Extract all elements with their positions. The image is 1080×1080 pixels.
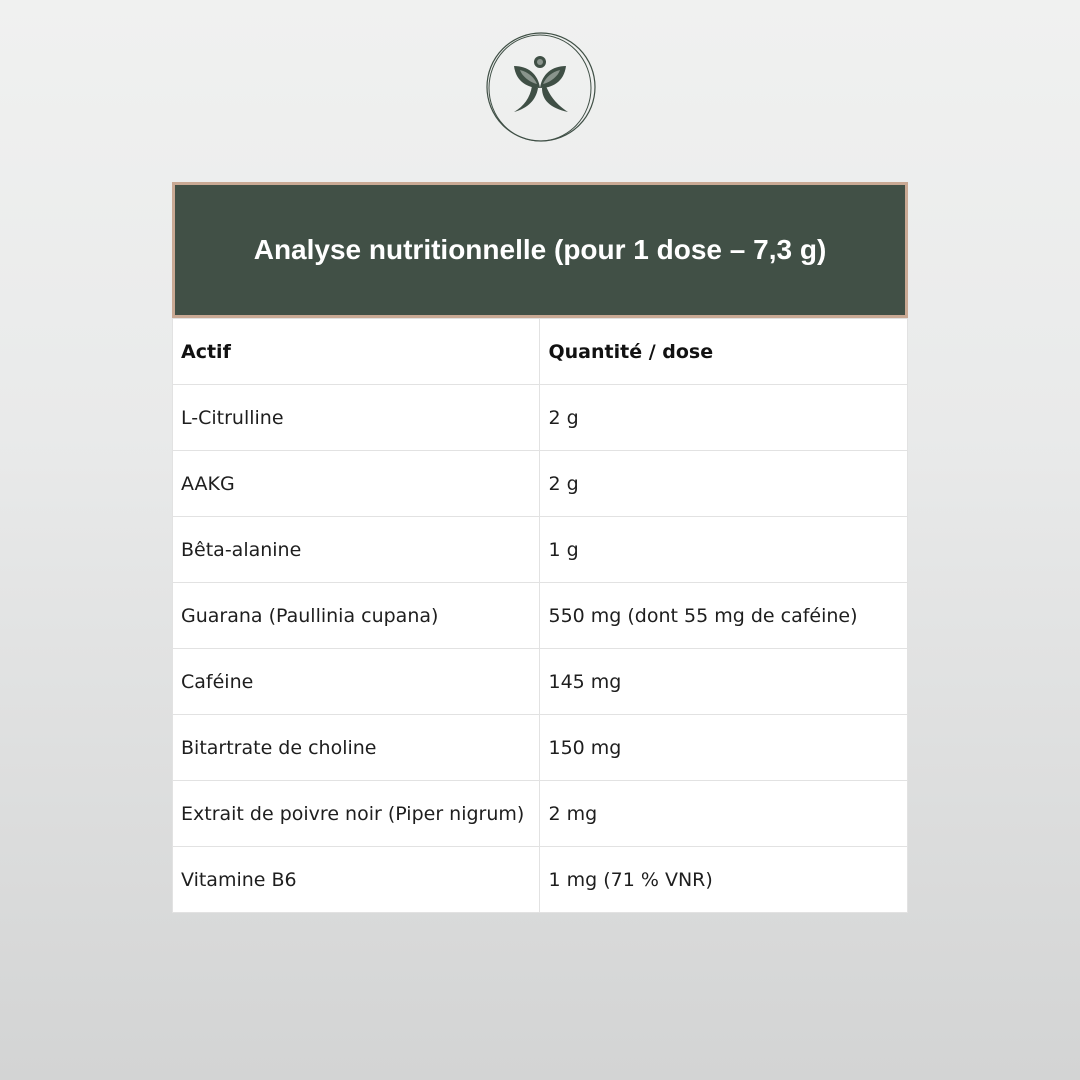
table-row: [173, 781, 908, 847]
quantity-cell: 1 mg (71 % VNR): [540, 847, 908, 913]
ingredient-cell: Extrait de poivre noir (Piper nigrum): [173, 781, 540, 847]
table-header-row: [173, 319, 908, 385]
table-row: [173, 649, 908, 715]
quantity-cell: 550 mg (dont 55 mg de caféine): [540, 583, 908, 649]
table-row: [173, 517, 908, 583]
table-row: [173, 847, 908, 913]
brand-logo-icon: [484, 30, 598, 144]
quantity-cell: 2 g: [540, 451, 908, 517]
table-row: [173, 451, 908, 517]
ingredient-cell: L-Citrulline: [173, 385, 540, 451]
column-header-quantite: Quantité / dose: [540, 319, 908, 385]
ingredient-cell: AAKG: [173, 451, 540, 517]
table-row: [173, 385, 908, 451]
nutrition-table: [172, 318, 908, 913]
table-title: Analyse nutritionnelle (pour 1 dose – 7,3 g): [172, 182, 908, 318]
quantity-cell: 2 mg: [540, 781, 908, 847]
quantity-cell: 145 mg: [540, 649, 908, 715]
column-header-actif: Actif: [173, 319, 540, 385]
quantity-cell: 1 g: [540, 517, 908, 583]
table-row: [173, 583, 908, 649]
ingredient-cell: Caféine: [173, 649, 540, 715]
quantity-cell: 150 mg: [540, 715, 908, 781]
ingredient-cell: Guarana (Paullinia cupana): [173, 583, 540, 649]
ingredient-cell: Bêta-alanine: [173, 517, 540, 583]
nutrition-table-card: [172, 182, 908, 913]
ingredient-cell: Bitartrate de choline: [173, 715, 540, 781]
ingredient-cell: Vitamine B6: [173, 847, 540, 913]
quantity-cell: 2 g: [540, 385, 908, 451]
table-row: [173, 715, 908, 781]
